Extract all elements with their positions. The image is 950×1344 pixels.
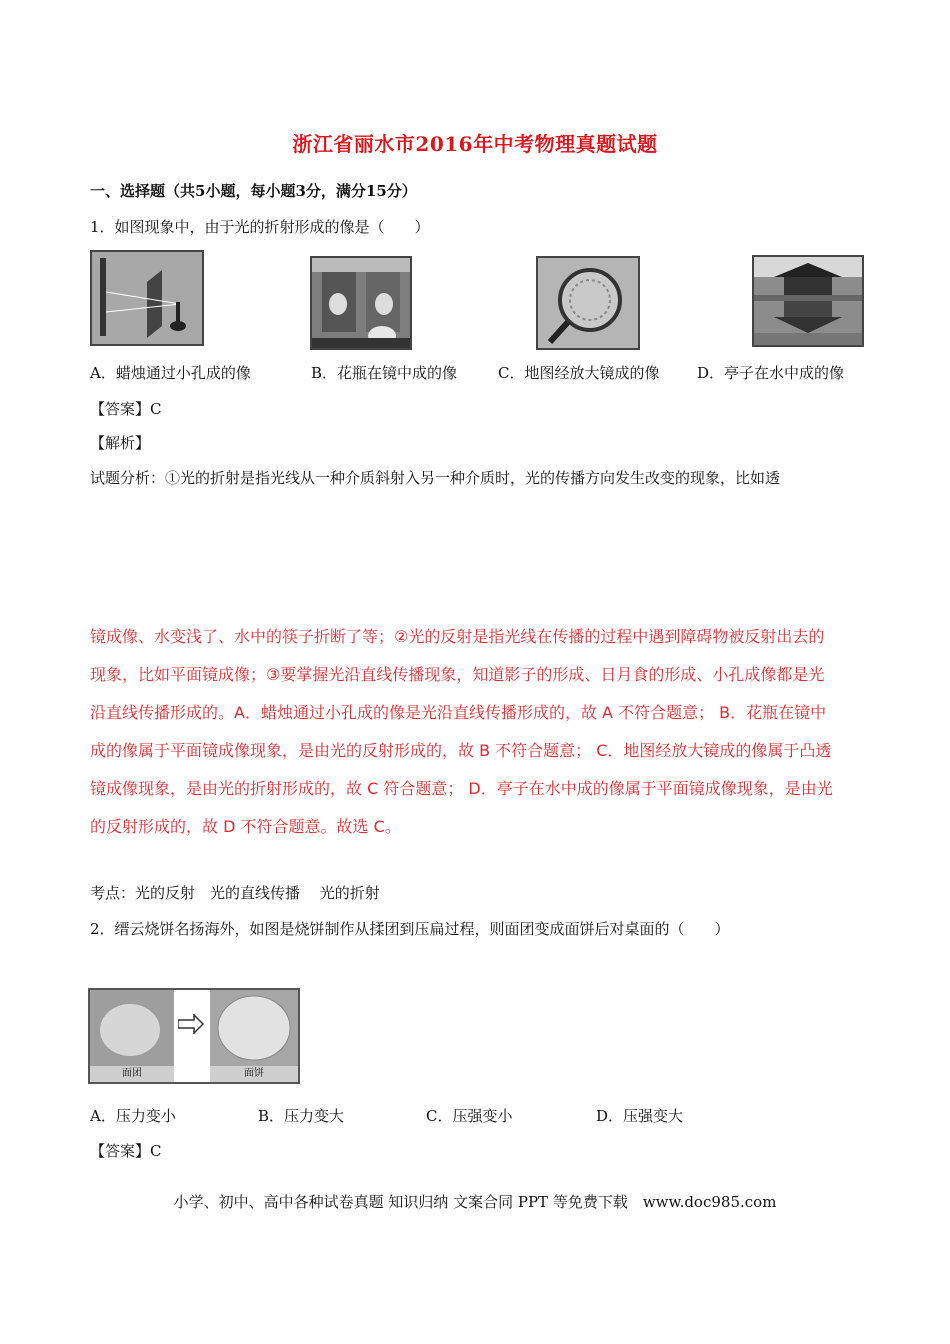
- option-1b: B．花瓶在镜中成的像: [311, 364, 458, 382]
- section-heading: 一、选择题（共5小题，每小题3分，满分15分）: [90, 182, 417, 200]
- question-2: 2．缙云烧饼名扬海外，如图是烧饼制作从揉团到压扁过程，则面团变成面饼后对桌面的（ ）: [90, 920, 730, 938]
- option-2b: B．压力变大: [258, 1107, 345, 1125]
- option-2d: D．压强变大: [596, 1107, 684, 1125]
- map-magnifier-image: [536, 256, 640, 350]
- answer-1: 【答案】C: [90, 400, 162, 418]
- pavilion-water-image: [752, 255, 864, 347]
- arrow-right-icon: [178, 1014, 204, 1034]
- option-1a: A．蜡烛通过小孔成的像: [90, 364, 251, 382]
- footer-text: 小学、初中、高中各种试卷真题 知识归纳 文案合同 PPT 等免费下载 www.doc985.com: [173, 1193, 777, 1211]
- analysis-red-line: 成的像属于平面镜成像现象，是由光的反射形成的，故 B 不符合题意； C．地图经放大镜成的像属于凸透: [90, 741, 832, 760]
- vase-mirror-image: [310, 256, 412, 350]
- analysis-red-line: 的反射形成的，故 D 不符合题意。故选 C。: [90, 817, 401, 836]
- cake-label: 面饼: [210, 1066, 298, 1082]
- analysis-label: 【解析】: [90, 434, 151, 452]
- kaodian: 考点：光的反射 光的直线传播 光的折射: [90, 884, 380, 902]
- question-1: 1．如图现象中，由于光的折射形成的像是（ ）: [90, 218, 430, 236]
- analysis-red-line: 现象，比如平面镜成像；③要掌握光沿直线传播现象，知道影子的形成、日月食的形成、小孔成像都是光: [90, 665, 825, 684]
- flat-cake-photo: [210, 990, 298, 1066]
- analysis-intro: 试题分析：①光的折射是指光线从一种介质斜射入另一种介质时，光的传播方向发生改变的现象，比如透: [90, 469, 781, 487]
- analysis-red-line: 沿直线传播形成的。A．蜡烛通过小孔成的像是光沿直线传播形成的，故 A 不符合题意； B．花瓶在镜中: [90, 703, 827, 722]
- dough-ball-photo: [90, 990, 174, 1066]
- option-1d: D．亭子在水中成的像: [697, 364, 845, 382]
- page-title: 浙江省丽水市2016年中考物理真题试题: [292, 132, 658, 156]
- analysis-red-line: 镜成像、水变浅了、水中的筷子折断了等；②光的反射是指光线在传播的过程中遇到障碍物被反射出去的: [90, 627, 825, 646]
- option-2c: C．压强变小: [426, 1107, 513, 1125]
- answer-2: 【答案】C: [90, 1142, 162, 1160]
- option-2a: A．压力变小: [90, 1107, 176, 1125]
- dough-label: 面团: [90, 1066, 174, 1082]
- dough-process-image: [88, 988, 300, 1084]
- candle-pinhole-image: [90, 250, 204, 346]
- analysis-red-line: 镜成像现象，是由光的折射形成的，故 C 符合题意； D．亭子在水中成的像属于平面镜成像现象，是由光: [90, 779, 833, 798]
- option-1c: C．地图经放大镜成的像: [498, 364, 660, 382]
